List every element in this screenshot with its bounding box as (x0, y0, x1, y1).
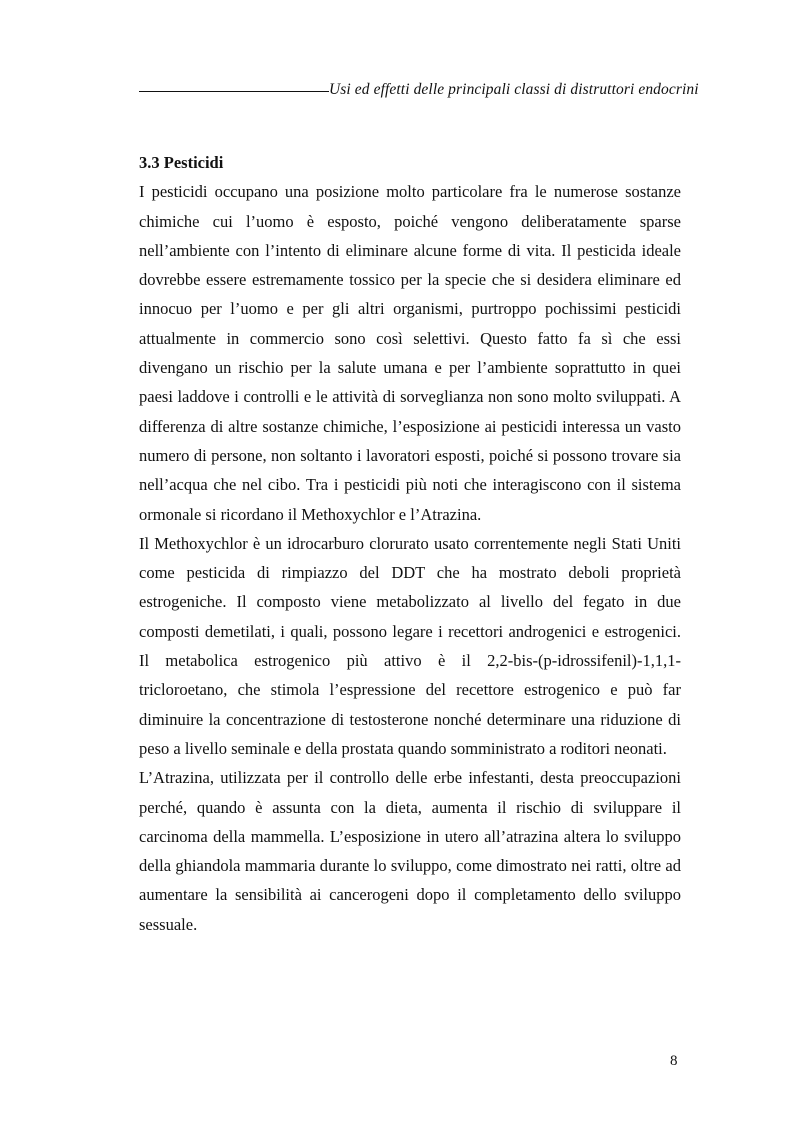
header-rule (139, 91, 329, 92)
paragraph-intro: I pesticidi occupano una posizione molto particolare fra le numerose sostanze chimiche cui l’uomo è esposto, poiché vengono deliberatamente sparse nell’ambiente con l’intento di eliminare alcune forme di vita. Il pesticida ideale dovrebbe essere estremamente tossico per la specie che si desidera eliminare ed innocuo per l’uomo e per gli altri organismi, purtroppo pochissimi pesticidi attualmente in commercio sono così selettivi. Questo fatto fa sì che essi divengano un rischio per la salute umana e per l’ambiente soprattutto in quei paesi laddove i controlli e le attività di sorveglianza non sono molto sviluppati. A differenza di altre sostanze chimiche, l’esposizione ai pesticidi interessa un vasto numero di persone, non soltanto i lavoratori esposti, poiché si possono trovare sia nell’acqua che nel cibo. Tra i pesticidi più noti che interagiscono con il sistema ormonale si ricordano il Methoxychlor e l’Atrazina. (139, 182, 681, 524)
running-header (139, 79, 699, 101)
header-title: Usi ed effetti delle principali classi di distruttori endocrini (329, 81, 699, 98)
section-heading: 3.3 Pesticidi (139, 153, 224, 172)
main-content (139, 148, 681, 939)
paragraph-methoxychlor: Il Methoxychlor è un idrocarburo clorurato usato correntemente negli Stati Uniti come pesticida di rimpiazzo del DDT che ha mostrato deboli proprietà estrogeniche. Il composto viene metabolizzato al livello del fegato in due composti demetilati, i quali, possono legare i recettori androgenici e estrogenici. Il metabolica estrogenico più attivo è il 2,2-bis-(p-idrossifenil)-1,1,1-tricloroetano, che stimola l’espressione del recettore estrogenico e può far diminuire la concentrazione di testosterone nonché determinare una riduzione di peso a livello seminale e della prostata quando somministrato a roditori neonati. (139, 533, 681, 758)
paragraph-atrazina: L’Atrazina, utilizzata per il controllo delle erbe infestanti, desta preoccupazioni perché, quando è assunta con la dieta, aumenta il rischio di sviluppare il carcinoma della mammella. L’esposizione in utero all’atrazina altera lo sviluppo della ghiandola mammaria durante lo sviluppo, come dimostrato nei ratti, oltre ad aumentare la sensibilità ai cancerogeni dopo il completamento dello sviluppo sessuale. (139, 768, 681, 934)
page-number: 8 (670, 1053, 678, 1069)
